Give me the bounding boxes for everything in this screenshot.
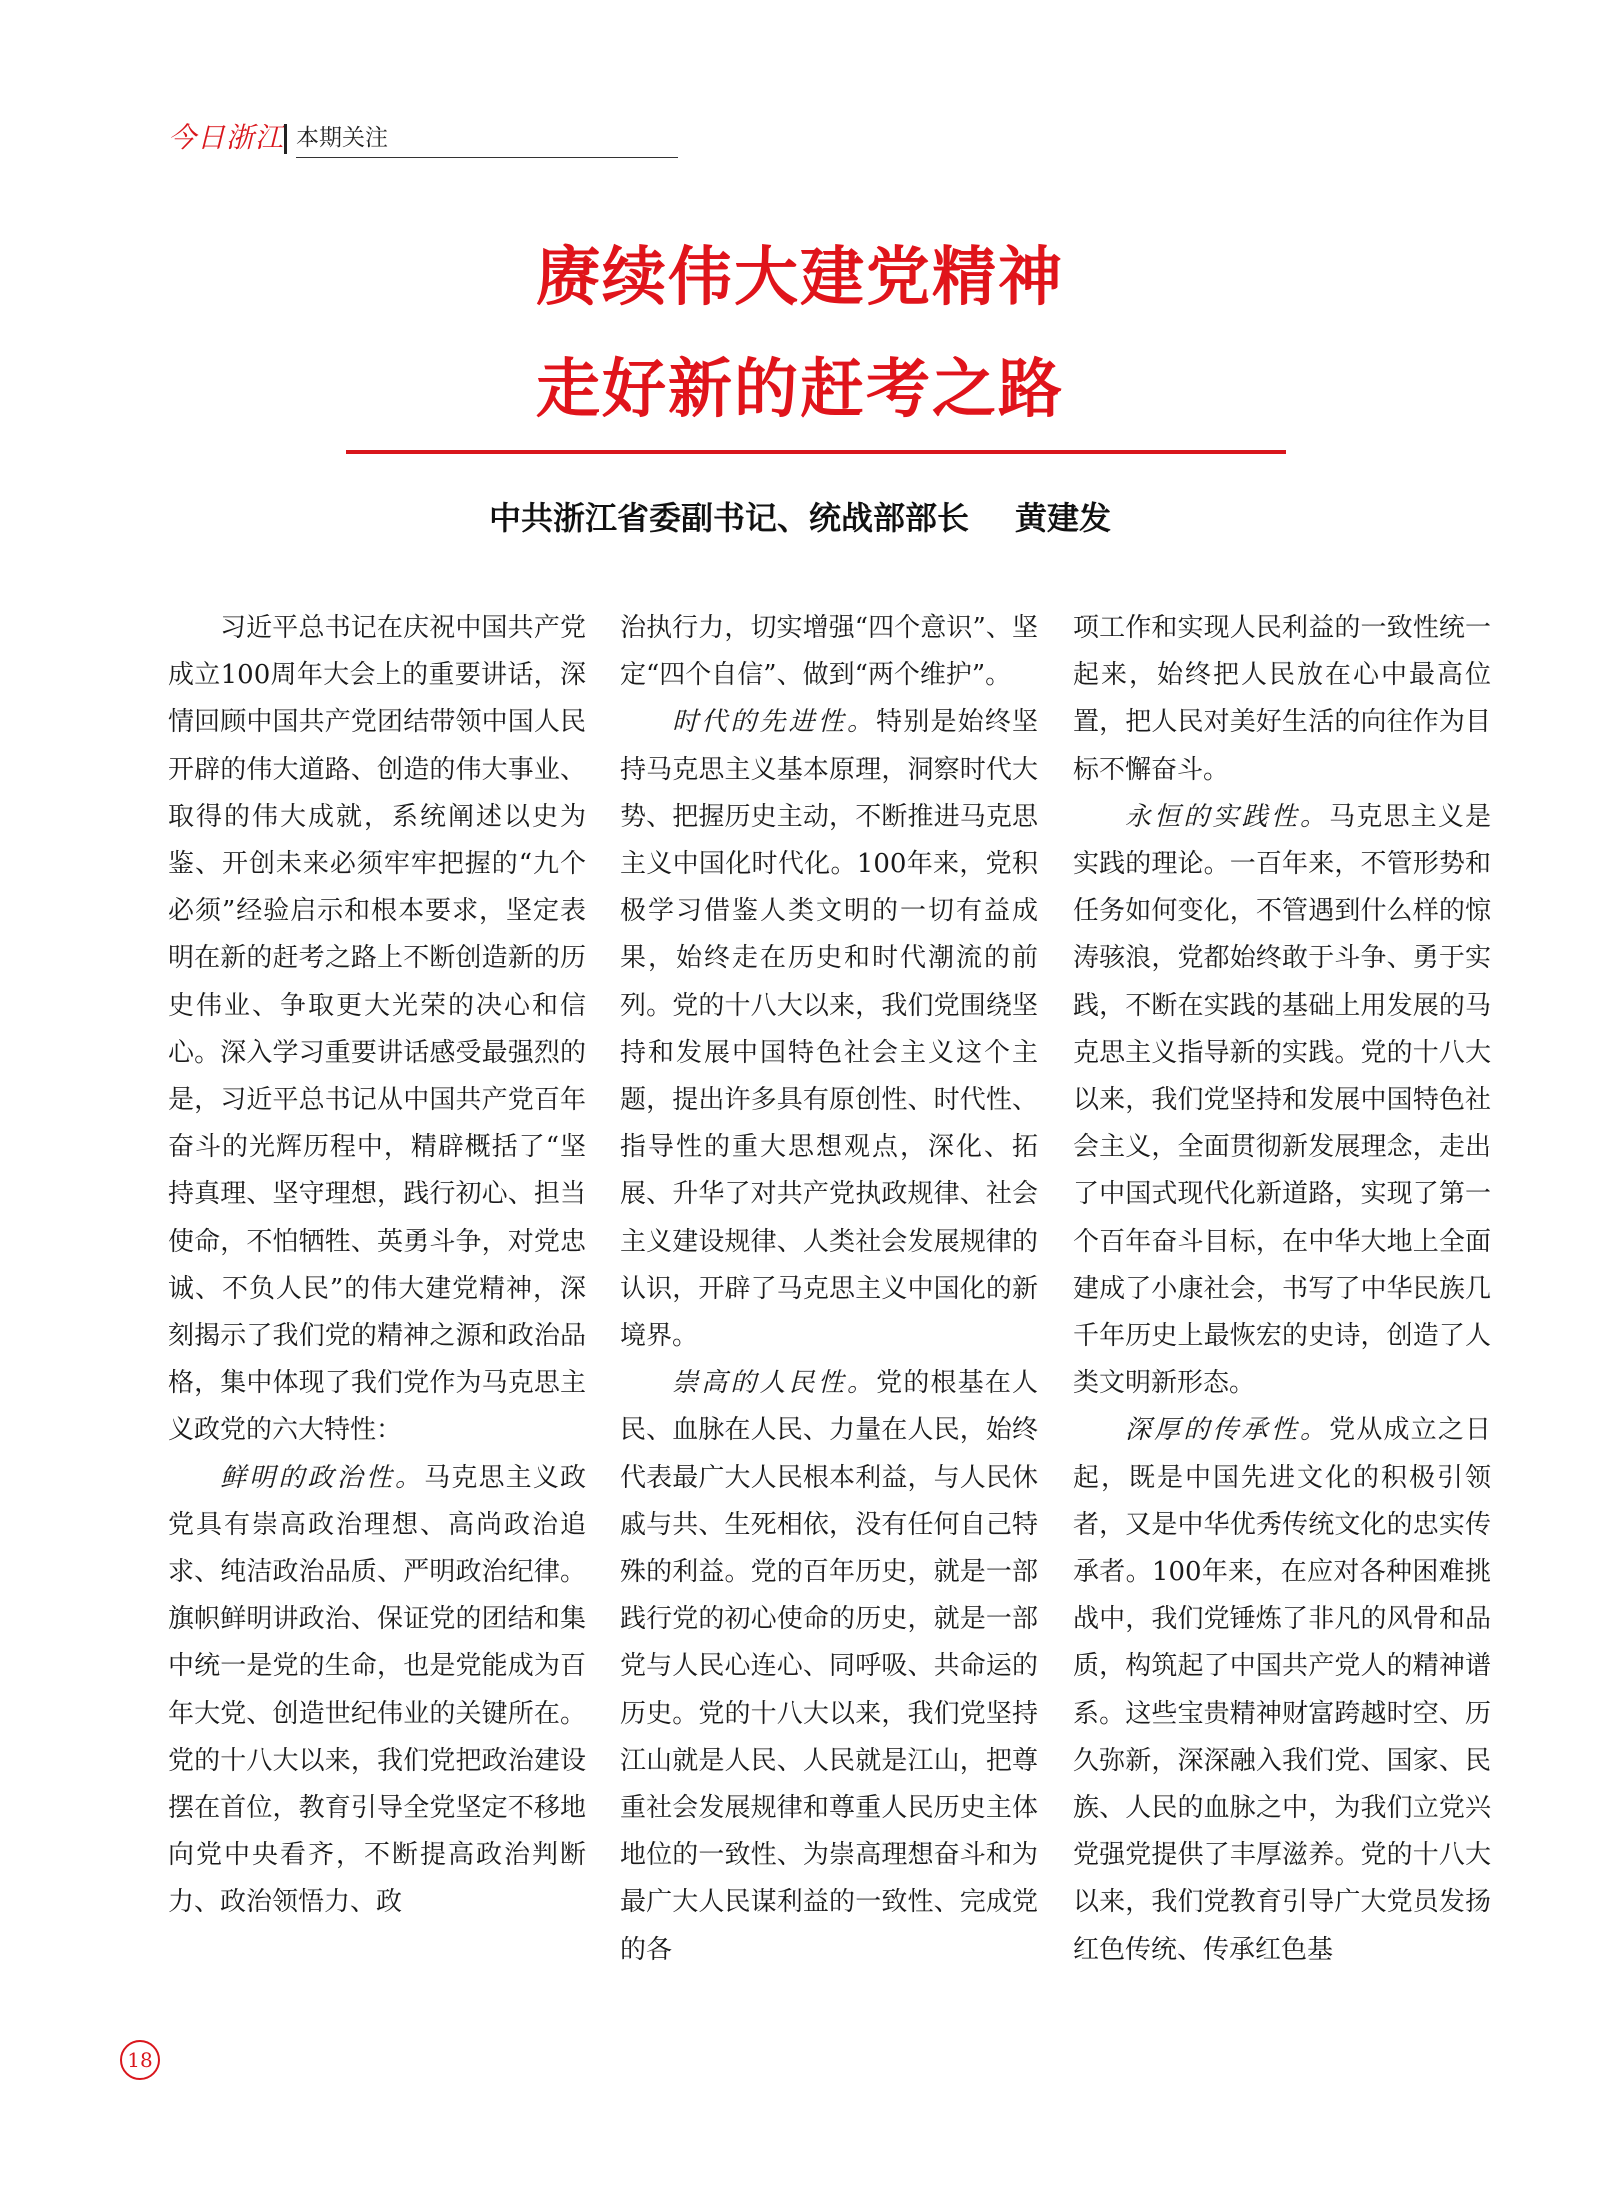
subhead-practice: 永恒的实践性。	[1125, 801, 1330, 832]
paragraph-people	[620, 1360, 1038, 1974]
article-title-line-1: 赓续伟大建党精神	[536, 241, 1064, 315]
masthead-logo: 今日浙江	[168, 121, 285, 154]
header-separator	[284, 124, 287, 154]
paragraph-practice	[1073, 794, 1491, 1408]
subhead-political: 鲜明的政治性。	[220, 1462, 425, 1493]
paragraph-advanced-body: 特别是始终坚持马克思主义基本原理，洞察时代大势、把握历史主动，不断推进马克思主义中国化时代化。100年来，党积极学习借鉴人类文明的一切有益成果，始终走在历史和时代潮流的前列。党的十八大以来，我们党围绕坚持和发展中国特色社会主义这个主题，提出许多具有原创性、时代性、指导性的重大思想观点，深化、拓展、升华了对共产党执政规律、社会主义建设规律、人类社会发展规律的认识，开辟了马克思主义中国化的新境界。	[620, 707, 1038, 1352]
subhead-heritage: 深厚的传承性。	[1125, 1415, 1330, 1446]
paragraph-people-continued: 项工作和实现人民利益的一致性统一起来，始终把人民放在心中最高位置，把人民对美好生活的向往作为目标不懈奋斗。	[1073, 613, 1491, 785]
paragraph-advanced	[620, 699, 1038, 1360]
article-column-1	[168, 605, 586, 1927]
subhead-advanced: 时代的先进性。	[672, 707, 877, 738]
subhead-people: 崇高的人民性。	[672, 1368, 877, 1399]
paragraph-political-continued: 治执行力，切实增强“四个意识”、坚定“四个自信”、做到“两个维护”。	[620, 613, 1038, 691]
article-column-3	[1073, 605, 1491, 1974]
paragraph-people-body: 党的根基在人民、血脉在人民、力量在人民，始终代表最广大人民根本利益，与人民休戚与共、生死相依，没有任何自己特殊的利益。党的百年历史，就是一部践行党的初心使命的历史，就是一部党与人民心连心、同呼吸、共命运的历史。党的十八大以来，我们党坚持江山就是人民、人民就是江山，把尊重社会发展规律和尊重人民历史主体地位的一致性、为崇高理想奋斗和为最广大人民谋利益的一致性、完成党的各	[620, 1368, 1038, 1965]
header-rule	[296, 157, 678, 158]
paragraph-heritage-body: 党从成立之日起，既是中国先进文化的积极引领者，又是中华优秀传统文化的忠实传承者。100年来，在应对各种困难挑战中，我们党锤炼了非凡的风骨和品质，构筑起了中国共产党人的精神谱系。这些宝贵精神财富跨越时空、历久弥新，深深融入我们党、国家、民族、人民的血脉之中，为我们立党兴党强党提供了丰厚滋养。党的十八大以来，我们党教育引导广大党员发扬红色传统、传承红色基	[1073, 1415, 1491, 1965]
title-divider	[346, 450, 1286, 454]
paragraph-political-body: 马克思主义政党具有崇高政治理想、高尚政治追求、纯洁政治品质、严明政治纪律。旗帜鲜明讲政治、保证党的团结和集中统一是党的生命，也是党能成为百年大党、创造世纪伟业的关键所在。党的十八大以来，我们党把政治建设摆在首位，教育引导全党坚定不移地向党中央看齐，不断提高政治判断力、政治领悟力、政	[168, 1462, 586, 1918]
paragraph-heritage	[1073, 1407, 1491, 1973]
article-column-2	[620, 605, 1038, 1974]
paragraph-political	[168, 1455, 586, 1927]
section-label: 本期关注	[296, 125, 388, 151]
byline	[0, 490, 1600, 546]
page-number: 18	[120, 2040, 160, 2080]
article-title-line-2: 走好新的赶考之路	[536, 353, 1064, 427]
author-name: 黄建发	[1015, 499, 1112, 537]
paragraph-intro: 习近平总书记在庆祝中国共产党成立100周年大会上的重要讲话，深情回顾中国共产党团结带领中国人民开辟的伟大道路、创造的伟大事业、取得的伟大成就，系统阐述以史为鉴、开创未来必须牢牢把握的“九个必须”经验启示和根本要求，坚定表明在新的赶考之路上不断创造新的历史伟业、争取更大光荣的决心和信心。深入学习重要讲话感受最强烈的是，习近平总书记从中国共产党百年奋斗的光辉历程中，精辟概括了“坚持真理、坚守理想，践行初心、担当使命，不怕牺牲、英勇斗争，对党忠诚、不负人民”的伟大建党精神，深刻揭示了我们党的精神之源和政治品格，集中体现了我们党作为马克思主义政党的六大特性：	[168, 613, 586, 1446]
page-header	[168, 120, 508, 160]
paragraph-practice-body: 马克思主义是实践的理论。一百年来，不管形势和任务如何变化，不管遇到什么样的惊涛骇浪，党都始终敢于斗争、勇于实践，不断在实践的基础上用发展的马克思主义指导新的实践。党的十八大以来，我们党坚持和发展中国特色社会主义，全面贯彻新发展理念，走出了中国式现代化新道路，实现了第一个百年奋斗目标，在中华大地上全面建成了小康社会，书写了中华民族几千年历史上最恢宏的史诗，创造了人类文明新形态。	[1073, 801, 1491, 1399]
author-position: 中共浙江省委副书记、统战部部长	[488, 499, 969, 537]
